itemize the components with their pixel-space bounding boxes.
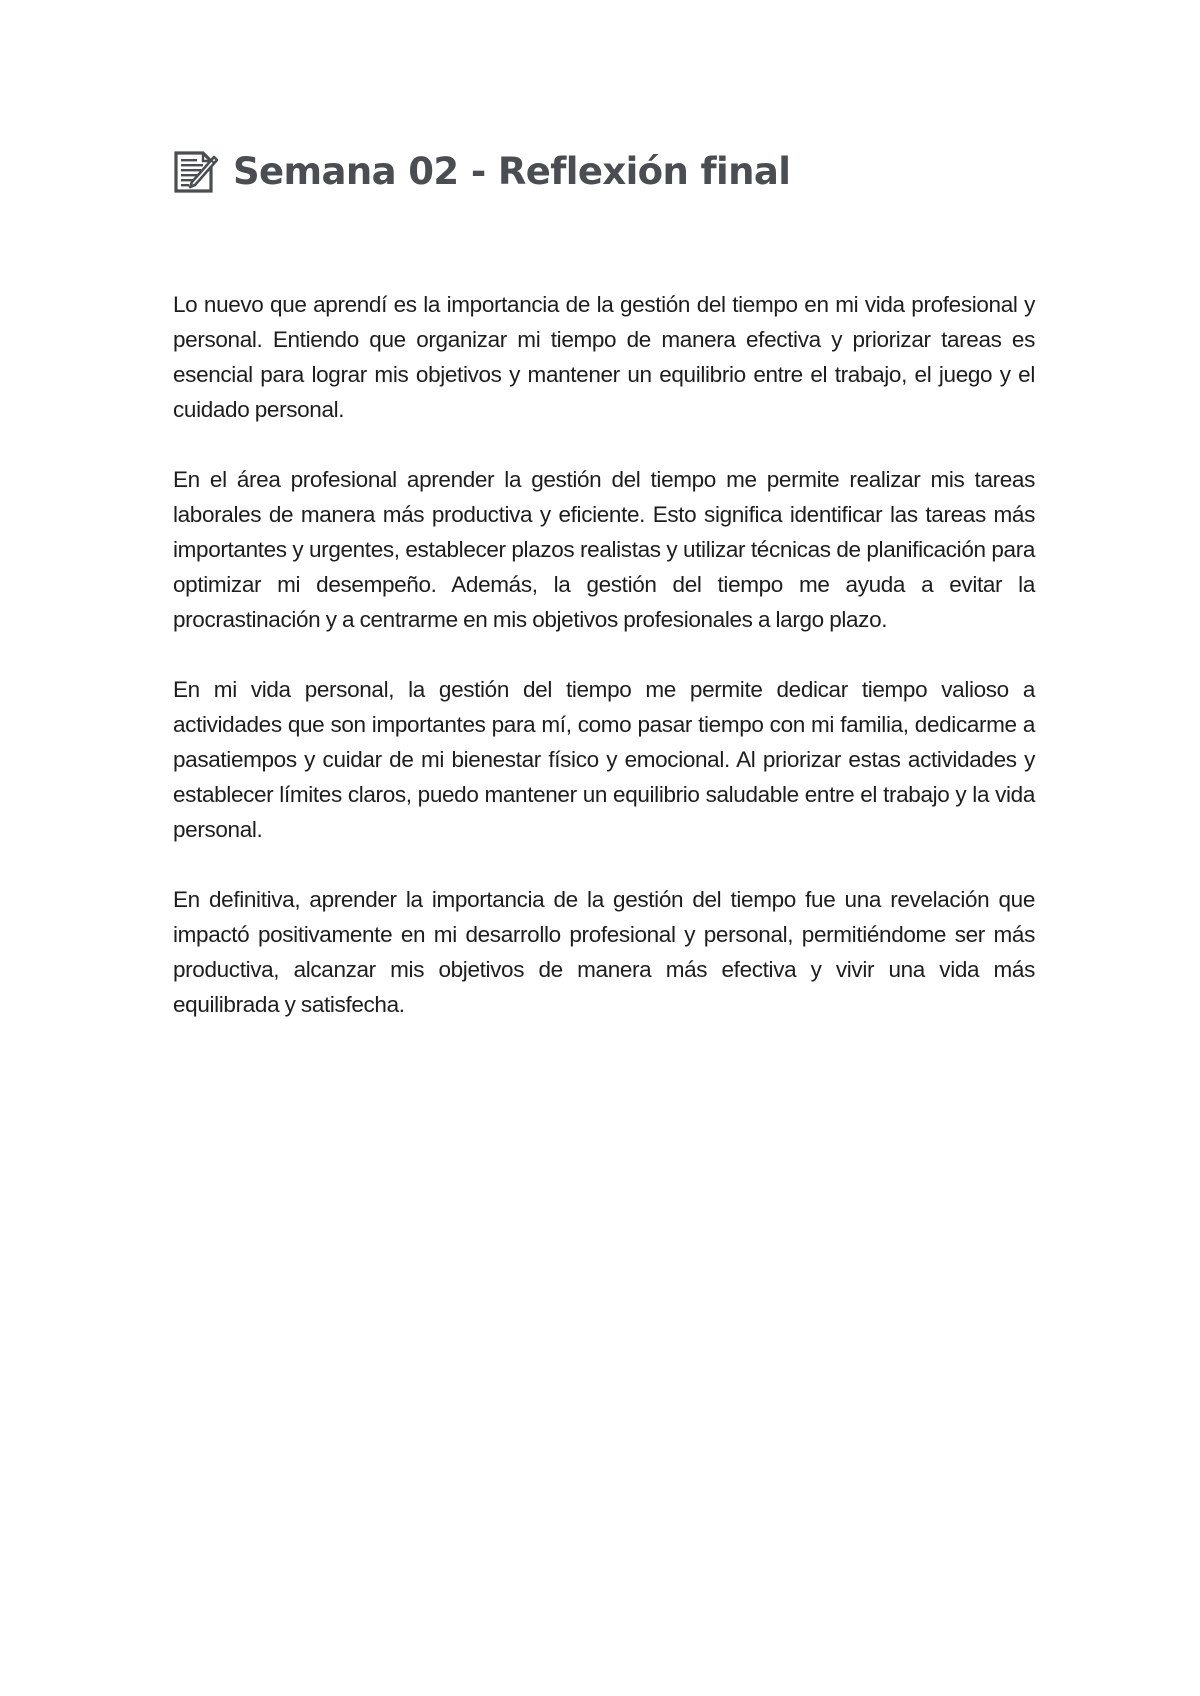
paragraph-learning: Lo nuevo que aprendí es la importancia de la gestión del tiempo en mi vida profesional y personal. Entiendo que organizar mi tiempo de manera efectiva y priorizar tareas es esencial para lograr mis objetivos y mantener un equilibrio entre el trabajo, el juego y el cuidado personal. <box>173 292 1035 422</box>
document-body <box>173 287 1035 1057</box>
page-title: Semana 02 - Reflexión final <box>233 150 791 193</box>
memo-pencil-icon <box>173 149 219 195</box>
title-row <box>173 146 790 198</box>
paragraph-conclusion: En definitiva, aprender la importancia de la gestión del tiempo fue una revelación que impactó positivamente en mi desarrollo profesional y personal, permitiéndome ser más productiva, alcanzar mis objetivos de manera más efectiva y vivir una vida más equilibrada y satisfecha. <box>173 887 1035 1017</box>
paragraph-professional: En el área profesional aprender la gestión del tiempo me permite realizar mis tareas laborales de manera más productiva y eficiente. Esto significa identificar las tareas más importantes y urgentes, establecer plazos realistas y utilizar técnicas de planificación para optimizar mi desempeño. Además, la gestión del tiempo me ayuda a evitar la procrastinación y a centrarme en mis objetivos profesionales a largo plazo. <box>173 467 1035 632</box>
paragraph-personal: En mi vida personal, la gestión del tiempo me permite dedicar tiempo valioso a actividades que son importantes para mí, como pasar tiempo con mi familia, dedicarme a pasatiempos y cuidar de mi bienestar físico y emocional. Al priorizar estas actividades y establecer límites claros, puedo mantener un equilibrio saludable entre el trabajo y la vida personal. <box>173 677 1035 842</box>
